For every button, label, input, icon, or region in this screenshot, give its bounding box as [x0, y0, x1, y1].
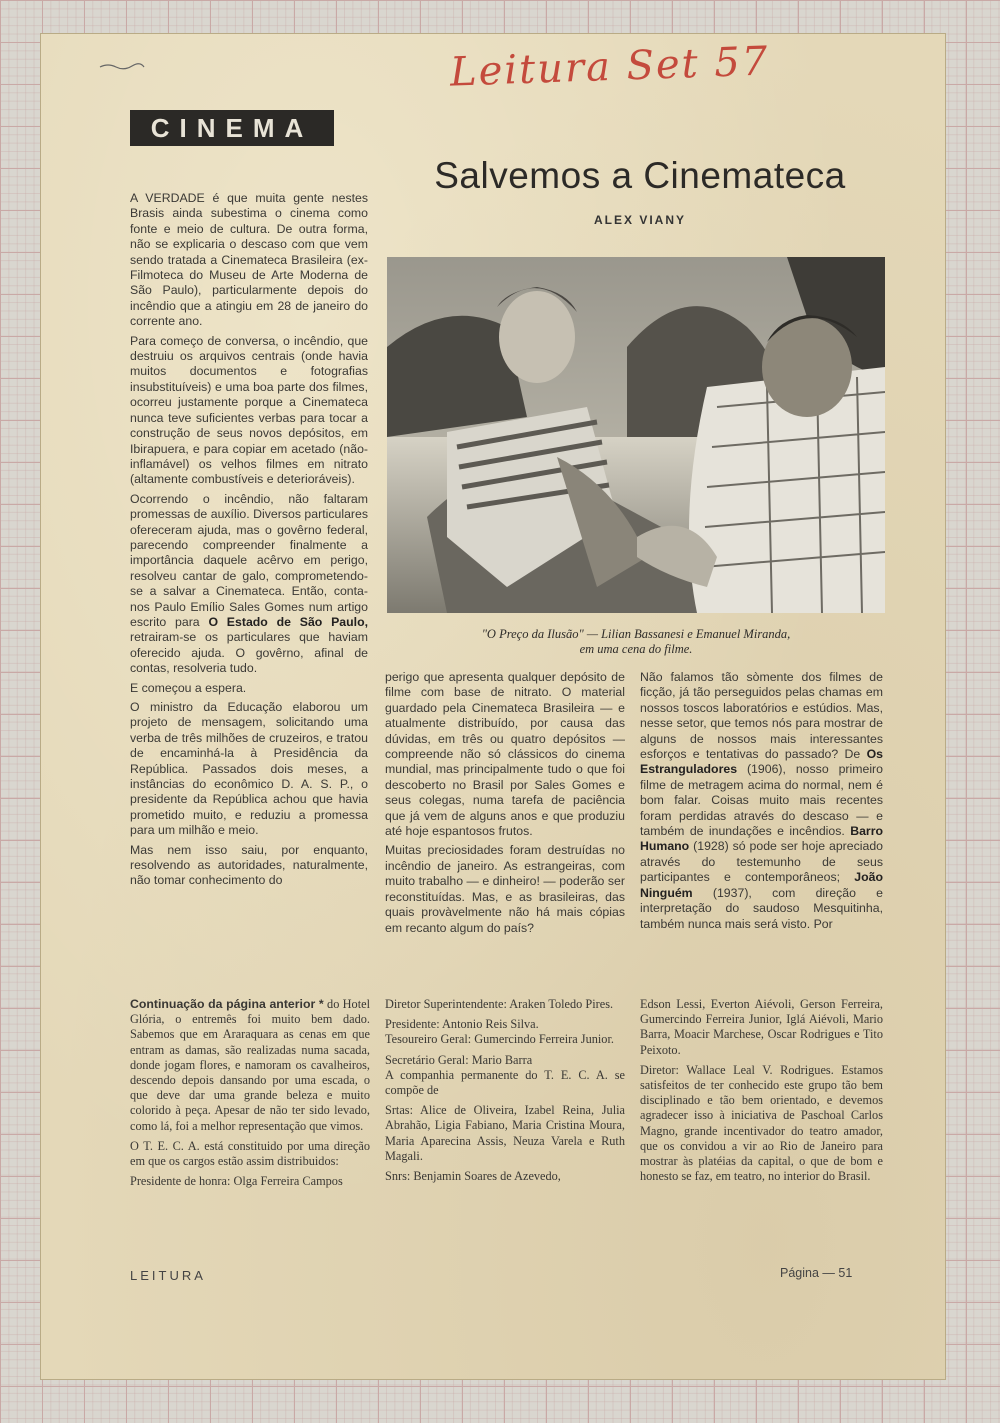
paragraph: Diretor Superintendente: Araken Toledo Pires. — [385, 997, 614, 1011]
text-run: (1937), com direção e interpretação do saudoso Mesquitinha, também nunca mais será visto. Por — [640, 885, 883, 931]
article-title: Salvemos a Cinemateca — [434, 155, 846, 196]
paragraph — [130, 492, 368, 677]
article-column-1 — [130, 191, 368, 981]
caption-line-1: "O Preço da Ilusão" — Lilian Bassanesi e Emanuel Miranda, — [481, 627, 791, 641]
text-run: Não falamos tão sòmente dos filmes de ficção, já tão perseguidos pelas chamas em nossos toscos laboratórios e estúdios. Mas, nesse setor, que temos nós para mostrar de alguns de nossos mais interessantes esforços e tentativas do passado? De — [640, 670, 883, 762]
paragraph: perigo que apresenta qualquer depósito de filme com base de nitrato. O material guardado pela Cinemateca Brasileira — e atualmente distribuído, por causa das dúvidas, em três ou quatro depósitos — compreende não só clássicos do cinema mundial, mas principalmente tudo o que foi descoberto no Brasil por Sales Gomes e seus colegas, numa tarefa de paciência que já vem de alguns anos e que produziu até hoje espantosos frutos. — [385, 670, 625, 839]
paragraph: O ministro da Educação elaborou um projeto de mensagem, solicitando uma verba de três milhões de cruzeiros, e tratou de encaminhá-la à Presidência da República. Passados dois meses, a instâncias do econômico D. A. S. P., o presidente da República achou que havia prometido muito, e reduziu a promessa para um milhão e meio. — [130, 700, 368, 838]
paragraph: A VERDADE é que muita gente nestes Brasis ainda subestima o cinema como fonte e meio de cultura. De outra forma, não se explicaria o descaso com que vem sendo tratada a Cinemateca Brasileira (ex-Filmoteca do Museu de Arte Moderna de São Paulo), particularmente depois do incêndio que a atingiu em 28 de janeiro do corrente ano. — [130, 191, 368, 329]
paragraph: O T. E. C. A. está constituido por uma direção em que os cargos estão assim distribuidos: — [130, 1138, 370, 1169]
pencil-mark-icon — [98, 62, 146, 70]
paragraph: Diretor: Wallace Leal V. Rodrigues. Estamos satisfeitos de ter conhecido este grupo tão bem disciplinado e tão bem orientado, e devemos agradecer isso à iniciativa de Paschoal Carlos Magno, grande incentivador do teatro amador, que os convidou a vir ao Rio de Janeiro para mostrar às platéias da capital, o que de bom e honesto se faz, em teatro, no interior do Brasil. — [640, 1062, 883, 1184]
paragraph: Edson Lessi, Everton Aiévoli, Gerson Ferreira, Gumercindo Ferreira Junior, Iglá Aiévoli, Mario Barra, Moacir Marchese, Oscar Rodrigues e Tito Peixoto. — [640, 997, 883, 1057]
text-run: (1928) só pode ser hoje apreciado através do testemunho de seus participantes e contemporâneos; — [640, 839, 883, 885]
page-number: Página — 51 — [780, 1266, 853, 1280]
text-run: retrairam-se os particulares que haviam oferecido ajuda. O govêrno, afinal de contas, resolveria tudo. — [130, 630, 368, 676]
caption-line-2: em uma cena do filme. — [579, 642, 693, 656]
continuation-column-2 — [385, 997, 625, 1257]
section-banner: CINEMA — [130, 110, 334, 146]
text-run: Ocorrendo o incêndio, não faltaram promessas de auxílio. Diversos particulares ofereceram ajuda, mas o govêrno federal, parecendo compreender finalmente a importância daquele acêrvo em perigo, resolveu cantar de galo, comprometendo-se a salvar a Cinemateca. Então, conta-nos Paulo Emílio Sales Gomes num artigo escrito para — [130, 491, 368, 629]
paragraph — [640, 670, 883, 932]
paragraph: A companhia permanente do T. E. C. A. se compõe de — [385, 1067, 625, 1098]
magazine-name-footer: LEITURA — [130, 1268, 206, 1283]
paragraph: Presidente: Antonio Reis Silva. — [385, 1017, 539, 1032]
film-title: Barro Humano — [640, 824, 883, 854]
paragraph: Secretário Geral: Mario Barra — [385, 1052, 533, 1067]
film-still-photo — [387, 257, 885, 613]
paragraph — [130, 997, 370, 1134]
paragraph: Srtas: Alice de Oliveira, Izabel Reina, Julia Abrahão, Ligia Fabiano, Maria Cristina Moura, Maria Aparecina Assis, Neuza Varela e Ruth Magali. — [385, 1103, 625, 1163]
article-author: ALEX VIANY — [593, 213, 686, 227]
text-run: do Hotel Glória, o entremês foi muito bem dado. Sabemos que em Araraquara as cenas em que entram as damas, são realizadas numa sacada, donde jogam flores, e namoram os cavalheiros, descendo depois dansando por uma escada, o que deve dar uma grande beleza e muito colorido à peça. Apesar de não ter sido levado, como lá, foi a melhor representação que vimos. — [130, 997, 370, 1133]
paragraph: Para começo de conversa, o incêndio, que destruiu os arquivos centrais (onde havia muitos documentos e fotografias insubstituíveis) e uma boa parte dos filmes, ocorreu justamente porque a Cinemateca nunca teve suficientes verbas para tocar a construção de seus novos depósitos, em Ibirapuera, e para copiar em acetado (não-inflamável) os velhos filmes em nitrato (altamente combustíveis e deterioráveis). — [130, 333, 368, 487]
text-run: (1906), nosso primeiro filme de metragem acima do normal, nem é bom falar. Coisas muito mais recentes foram perdidas através do descaso — e também de inundações e incêndios. — [640, 762, 883, 839]
article-column-3 — [640, 670, 883, 980]
paragraph: Presidente de honra: Olga Ferreira Campos — [130, 1174, 343, 1189]
newspaper-name: O Estado de São Paulo, — [208, 614, 368, 629]
article-column-2 — [385, 670, 625, 980]
paragraph: Snrs: Benjamin Soares de Azevedo, — [385, 1169, 561, 1184]
continuation-column-1 — [130, 997, 370, 1257]
paragraph: Muitas preciosidades foram destruídas no incêndio de janeiro. As estrangeiras, com muito trabalho — e dinheiro! — poderão ser reconstituídas. Mas, e as brasileiras, das quais provàvelmente não há mais cópias em recanto algum do país? — [385, 843, 625, 935]
paragraph: Mas nem isso saiu, por enquanto, resolvendo as autoridades, naturalmente, não tomar conhecimento do — [130, 842, 368, 888]
paragraph: Tesoureiro Geral: Gumercindo Ferreira Junior. — [385, 1032, 614, 1047]
photo-caption — [387, 627, 885, 657]
paragraph: E começou a espera. — [130, 680, 247, 695]
continuation-heading: Continuação da página anterior * — [130, 997, 324, 1011]
film-title: João Ninguém — [640, 870, 883, 900]
continuation-column-3 — [640, 997, 883, 1257]
film-title: Os Estranguladores — [640, 747, 883, 777]
handwritten-annotation: Leitura Set 57 — [449, 38, 771, 96]
